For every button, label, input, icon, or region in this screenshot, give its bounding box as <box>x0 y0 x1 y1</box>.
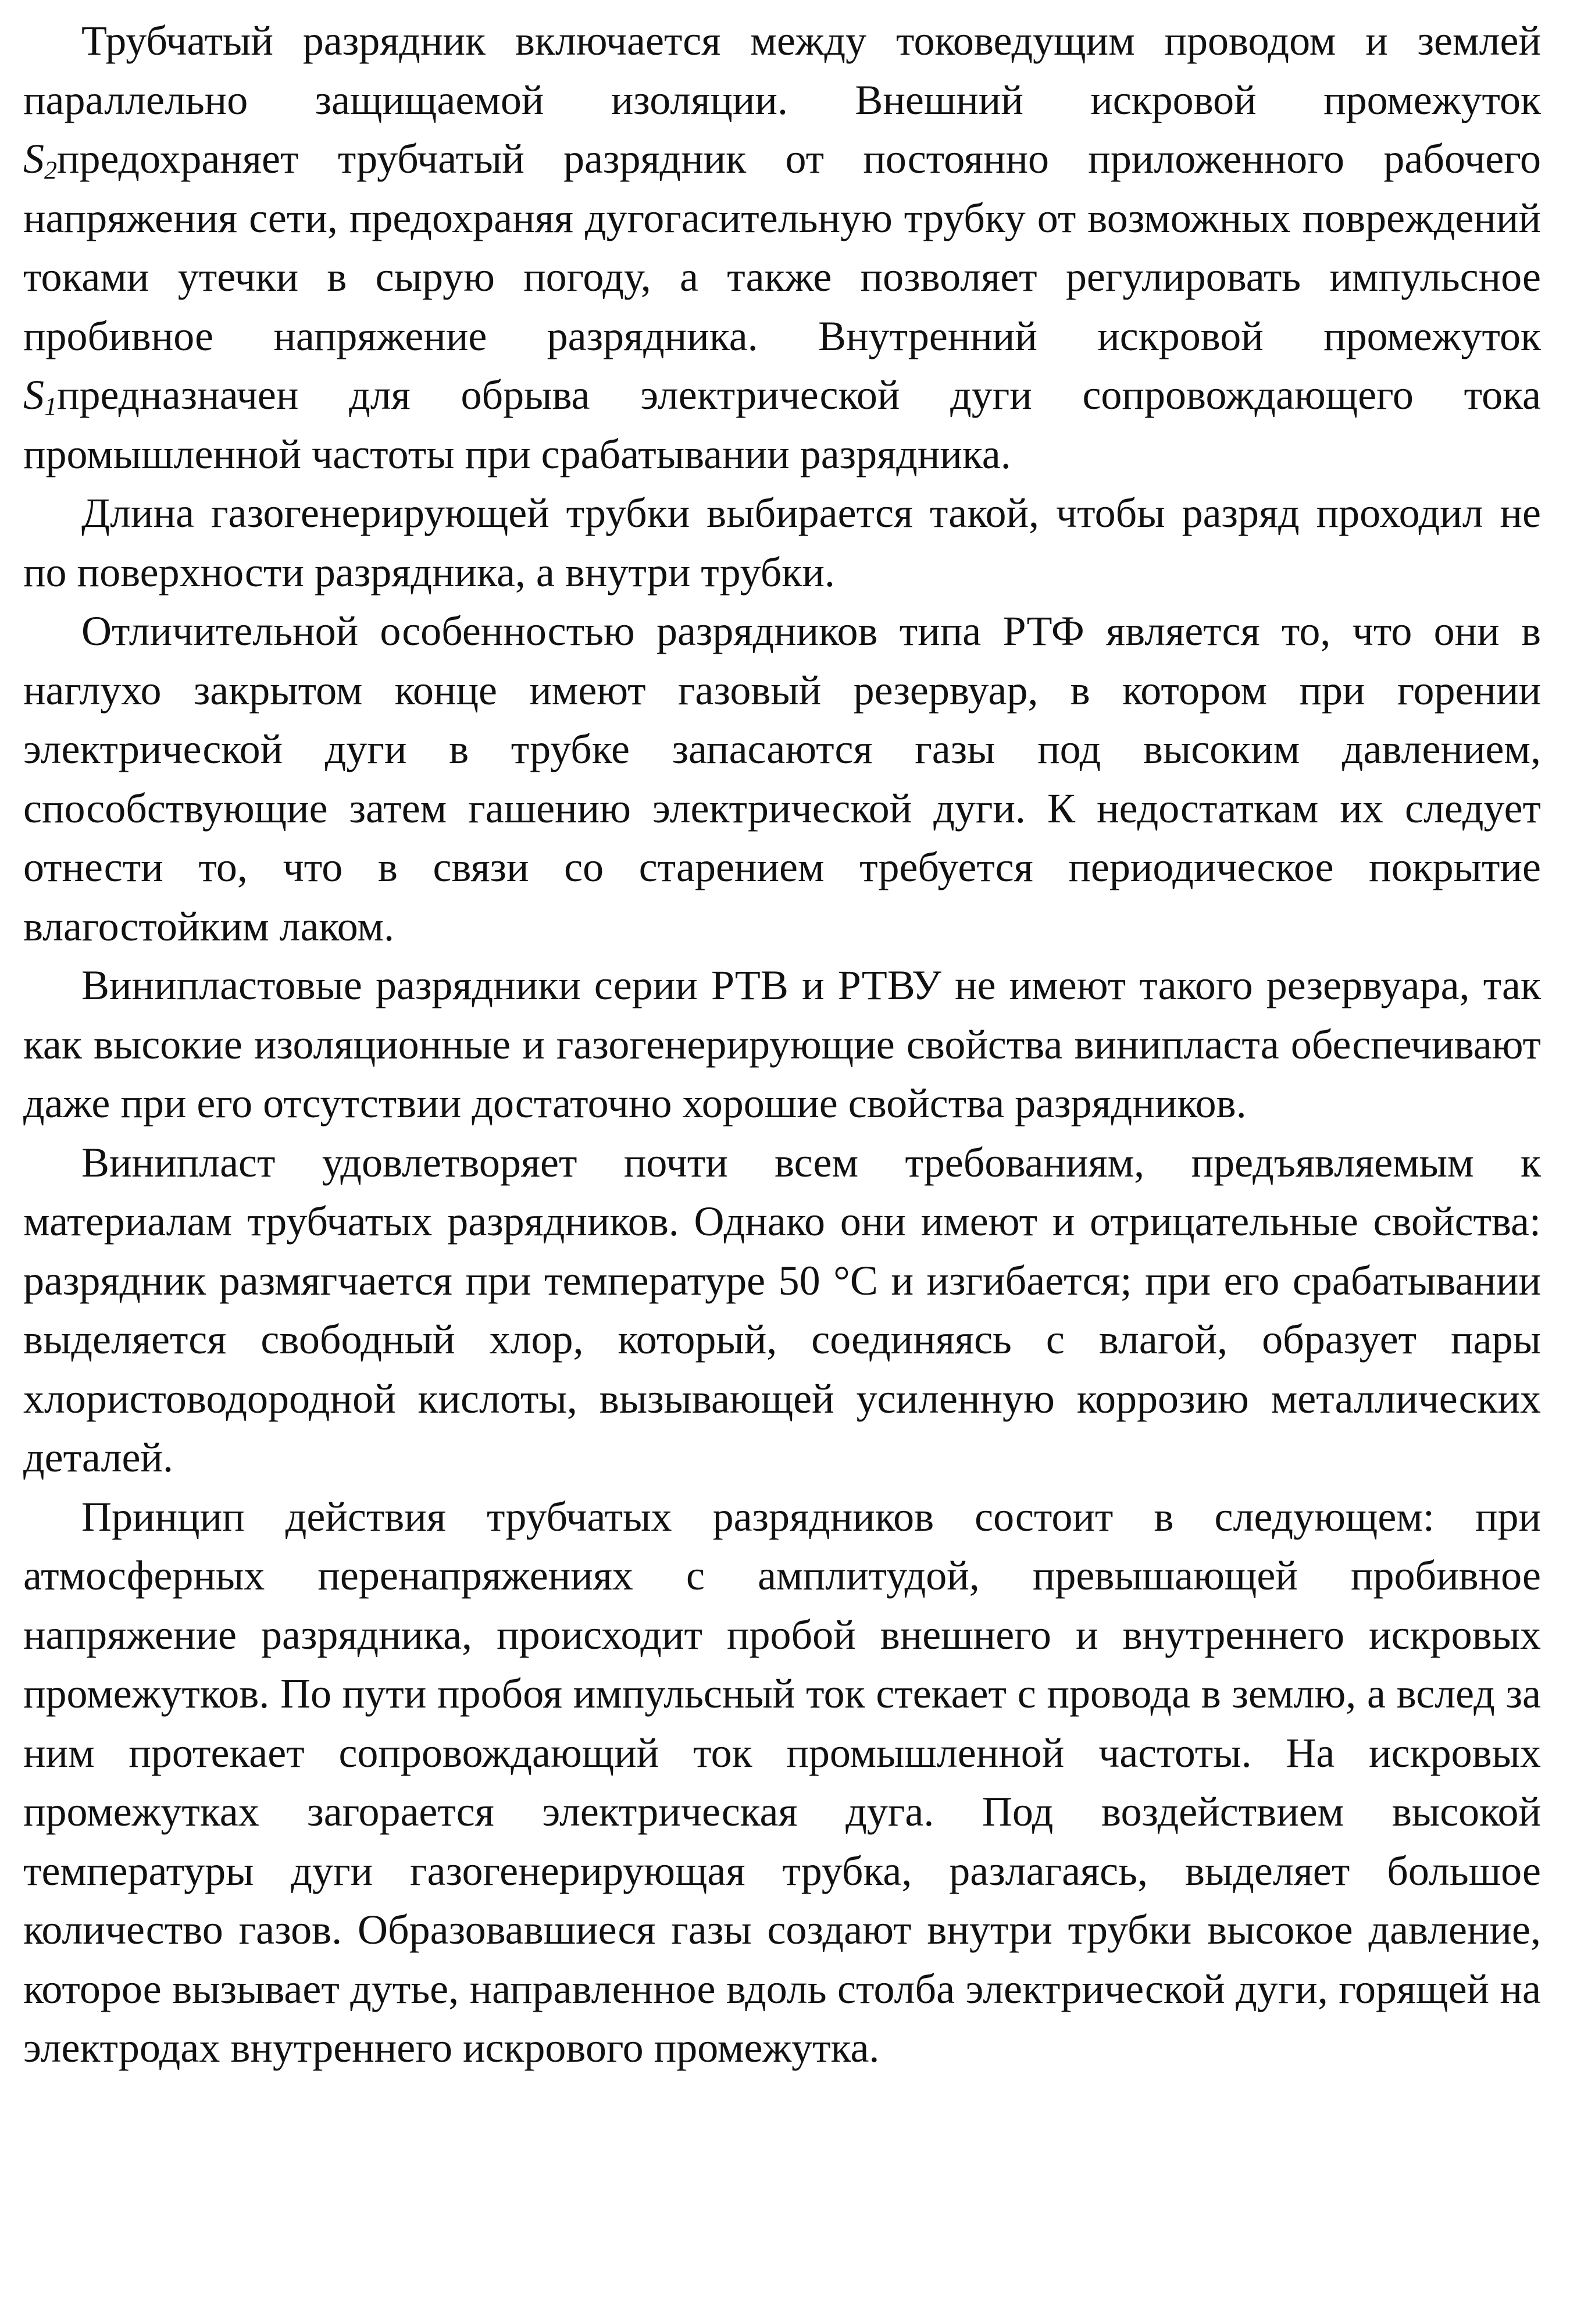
paragraph-4: Винипластовые разрядники серии РТВ и РТВУ не имеют такого резервуара, так как высокие изоляционные и газогенерирующие свойства винипласта обеспечивают даже при его отсутствии достаточно хорошие свойства разрядников. <box>23 962 1541 1127</box>
paragraph-2: Длина газогенерирующей трубки выбирается такой, чтобы разряд проходил не по поверхности разрядника, а внутри трубки. <box>23 490 1541 596</box>
variable-s1: $S_1$ <box>23 372 57 420</box>
paragraph-3: Отличительной особенностью разрядников типа РТФ является то, что они в наглухо закрытом конце имеют газовый резервуар, в котором при горении электрической дуги в трубке запасаются газы под высоким давлением, способствующие затем гашению электрической дуги. К недостаткам их следует отнести то, что в связи со старением требуется периодическое покрытие влагостойким лаком. <box>23 608 1541 950</box>
variable-s2: $S_2$ <box>23 136 57 184</box>
paragraph-1-part-1: Трубчатый разрядник включается между токоведущим проводом и землей параллельно защищаемой изоляции. Внешний искровой промежуток <box>23 17 1541 123</box>
document-page <box>23 12 1541 2078</box>
paragraph-5: Винипласт удовлетворяет почти всем требованиям, предъявляемым к материалам трубчатых разрядников. Однако они имеют и отрицательные свойства: разрядник размягчается при температуре 50 °С и изгибается; при его срабатывании выделяется свободный хлор, который, соединяясь с влагой, образует пары хлористоводородной кислоты, вызывающей усиленную коррозию металлических деталей. <box>23 1139 1541 1481</box>
paragraph-1-part-3: предназначен для обрыва электрической дуги сопровождающего тока промышленной частоты при срабатывании разрядника. <box>23 372 1541 477</box>
paragraph-1-part-2: предохраняет трубчатый разрядник от постоянно приложенного рабочего напряжения сети, предохраняя дугогасительную трубку от возможных повреждений токами утечки в сырую погоду, а также позволяет регулировать импульсное пробивное напряжение разрядника. Внутренний искровой промежуток <box>23 136 1541 359</box>
paragraph-1 <box>23 12 1541 484</box>
paragraph-6: Принцип действия трубчатых разрядников состоит в следующем: при атмосферных перенапряжениях с амплитудой, превышающей пробивное напряжение разрядника, происходит пробой внешнего и внутреннего искровых промежутков. По пути пробоя импульсный ток стекает с провода в землю, а вслед за ним протекает сопровождающий ток промышленной частоты. На искровых промежутках загорается электрическая дуга. Под воздействием высокой температуры дуги газогенерирующая трубка, разлагаясь, выделяет большое количество газов. Образовавшиеся газы создают внутри трубки высокое давление, которое вызывает дутье, направленное вдоль столба электрической дуги, горящей на электродах внутреннего искрового промежутка. <box>23 1493 1541 2071</box>
